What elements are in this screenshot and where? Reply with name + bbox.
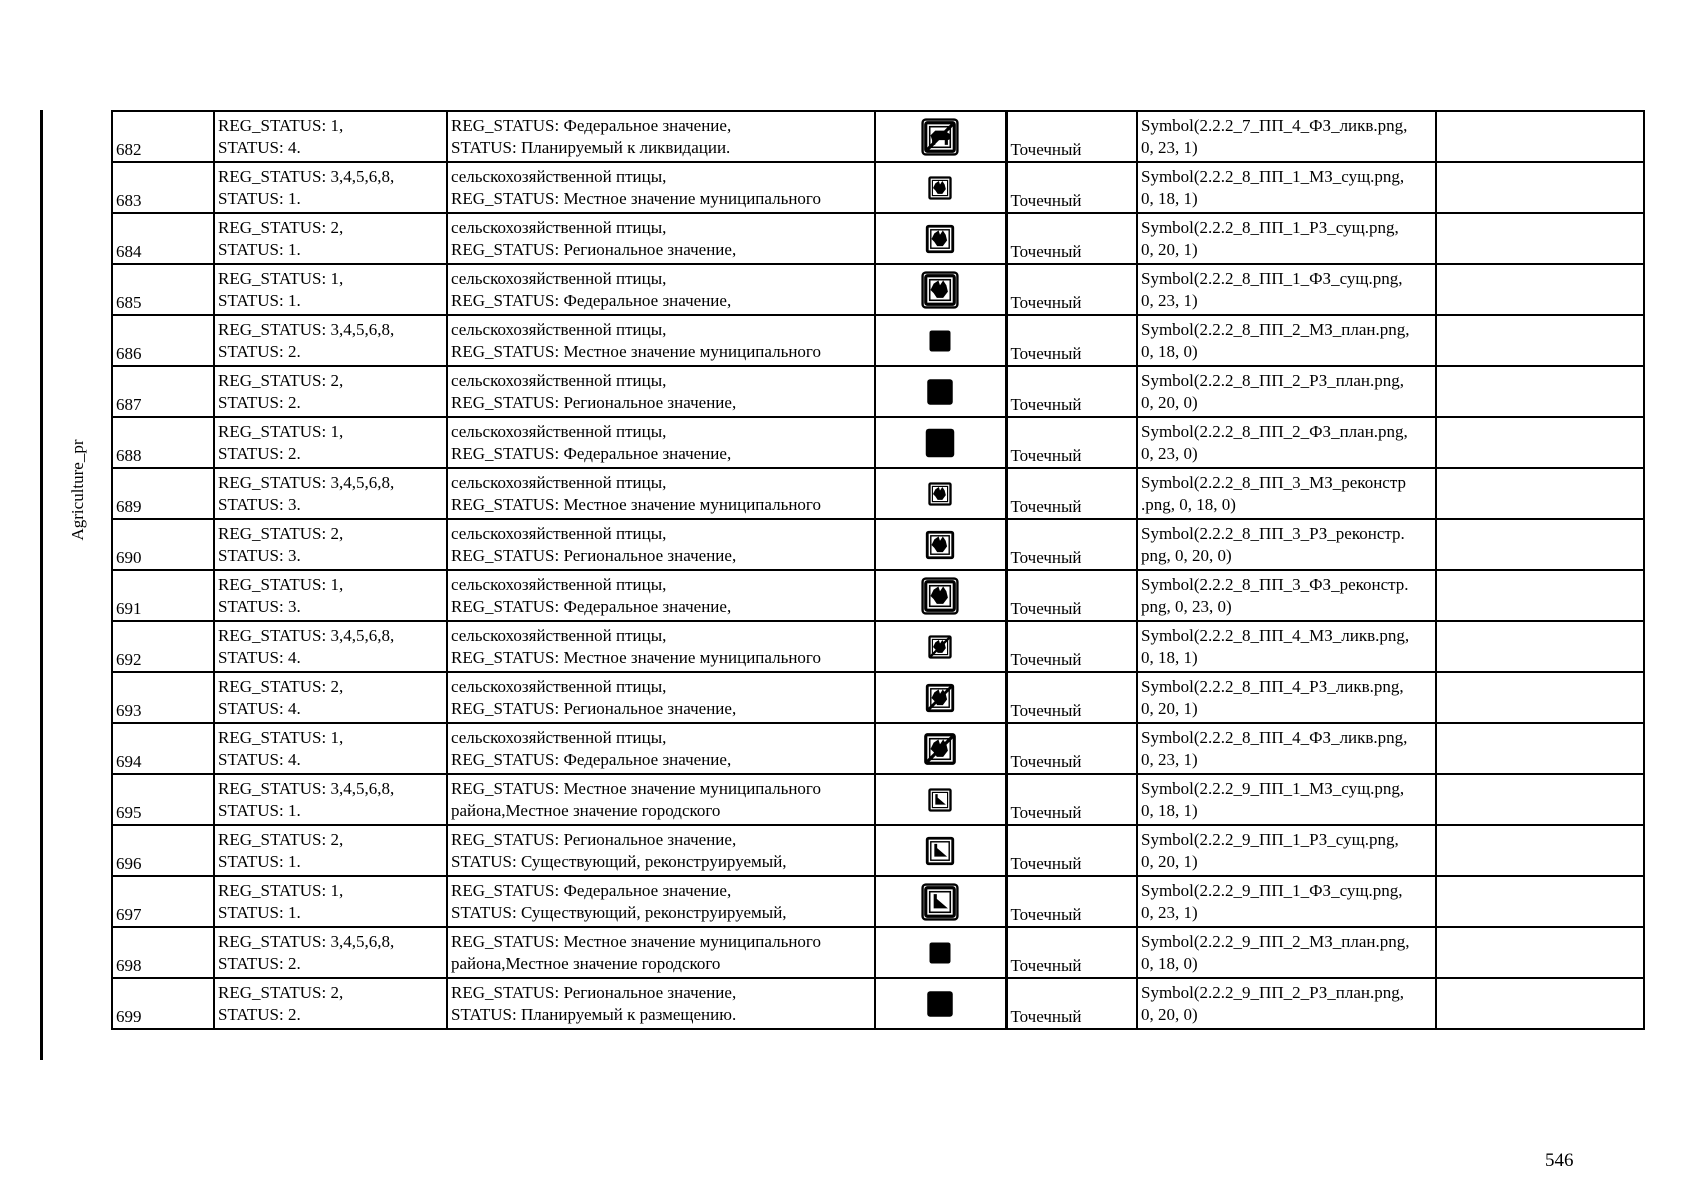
status-code-cell-line: STATUS: 2.	[218, 953, 301, 973]
status-code-cell-line: REG_STATUS: 3,4,5,6,8,	[218, 472, 395, 492]
symbol-spec-cell	[1137, 927, 1436, 978]
table-row	[112, 876, 1644, 927]
symbol-spec-cell	[1137, 111, 1436, 162]
poultry-local-existing-icon	[926, 174, 954, 202]
empty-cell	[1436, 825, 1644, 876]
empty-cell	[1436, 366, 1644, 417]
geometry-type-cell: Точечный	[1006, 621, 1137, 672]
empty-cell	[1436, 315, 1644, 366]
status-code-cell	[214, 315, 447, 366]
symbol-spec-cell	[1137, 723, 1436, 774]
empty-cell	[1436, 672, 1644, 723]
symbol-spec-cell	[1137, 825, 1436, 876]
symbol-spec-cell-line: 0, 18, 1)	[1141, 188, 1198, 208]
poultry-regional-planned-icon	[923, 375, 957, 409]
status-code-cell-line: REG_STATUS: 2,	[218, 982, 344, 1002]
status-code-cell	[214, 366, 447, 417]
description-cell-line: сельскохозяйственной птицы,	[451, 523, 667, 543]
status-code-cell	[214, 978, 447, 1029]
symbol-spec-cell-line: 0, 18, 0)	[1141, 953, 1198, 973]
description-cell-line: сельскохозяйственной птицы,	[451, 727, 667, 747]
table-row	[112, 366, 1644, 417]
description-cell-line: REG_STATUS: Федеральное значение,	[451, 880, 732, 900]
status-code-cell	[214, 927, 447, 978]
geometry-type-cell: Точечный	[1006, 366, 1137, 417]
description-cell-line: сельскохозяйственной птицы,	[451, 421, 667, 441]
geometry-type-cell: Точечный	[1006, 978, 1137, 1029]
status-code-cell-line: REG_STATUS: 1,	[218, 268, 344, 288]
symbol-spec-cell-line: Symbol(2.2.2_8_ПП_1_ФЗ_сущ.png,	[1141, 268, 1403, 288]
symbol-cell	[875, 315, 1006, 366]
description-cell-line: REG_STATUS: Местное значение муниципального	[451, 778, 821, 798]
row-number-cell: 683	[112, 162, 214, 213]
description-cell-line: REG_STATUS: Региональное значение,	[451, 982, 737, 1002]
status-code-cell	[214, 162, 447, 213]
description-cell-line: сельскохозяйственной птицы,	[451, 166, 667, 186]
status-code-cell-line: REG_STATUS: 1,	[218, 880, 344, 900]
row-number-cell: 685	[112, 264, 214, 315]
status-code-cell	[214, 213, 447, 264]
livestock-federal-liquidation-icon	[921, 118, 959, 156]
empty-cell	[1436, 162, 1644, 213]
symbol-spec-cell	[1137, 876, 1436, 927]
description-cell-line: REG_STATUS: Федеральное значение,	[451, 290, 732, 310]
description-cell-line: REG_STATUS: Местное значение муниципального	[451, 341, 821, 361]
description-cell-line: REG_STATUS: Региональное значение,	[451, 392, 737, 412]
description-cell-line: района,Местное значение городского	[451, 953, 721, 973]
description-cell	[447, 774, 875, 825]
empty-cell	[1436, 723, 1644, 774]
row-number-cell: 697	[112, 876, 214, 927]
row-number-cell: 692	[112, 621, 214, 672]
table-row	[112, 315, 1644, 366]
poultry-regional-existing-icon	[923, 222, 957, 256]
symbol-spec-cell-line: 0, 20, 0)	[1141, 392, 1198, 412]
status-code-cell-line: REG_STATUS: 2,	[218, 829, 344, 849]
status-code-cell-line: REG_STATUS: 3,4,5,6,8,	[218, 319, 395, 339]
facility-regional-existing-icon	[923, 834, 957, 868]
table-row	[112, 927, 1644, 978]
symbol-spec-cell	[1137, 417, 1436, 468]
status-code-cell	[214, 774, 447, 825]
status-code-cell-line: STATUS: 1.	[218, 239, 301, 259]
left-margin-rule	[40, 110, 43, 1060]
empty-cell	[1436, 621, 1644, 672]
symbol-spec-cell-line: 0, 18, 1)	[1141, 647, 1198, 667]
description-cell	[447, 315, 875, 366]
description-cell-line: сельскохозяйственной птицы,	[451, 625, 667, 645]
symbol-spec-cell-line: 0, 20, 1)	[1141, 851, 1198, 871]
symbol-spec-cell-line: Symbol(2.2.2_8_ПП_4_ФЗ_ликв.png,	[1141, 727, 1408, 747]
row-number-cell: 698	[112, 927, 214, 978]
row-number-cell: 687	[112, 366, 214, 417]
empty-cell	[1436, 978, 1644, 1029]
symbol-spec-cell-line: .png, 0, 18, 0)	[1141, 494, 1236, 514]
empty-cell	[1436, 417, 1644, 468]
status-code-cell	[214, 417, 447, 468]
symbol-spec-cell-line: Symbol(2.2.2_8_ПП_3_МЗ_реконстр	[1141, 472, 1406, 492]
symbol-cell	[875, 621, 1006, 672]
symbol-spec-cell-line: 0, 23, 1)	[1141, 902, 1198, 922]
poultry-regional-liquidation-icon	[923, 681, 957, 715]
empty-cell	[1436, 876, 1644, 927]
description-cell	[447, 672, 875, 723]
geometry-type-cell: Точечный	[1006, 468, 1137, 519]
table-row	[112, 723, 1644, 774]
symbol-spec-cell	[1137, 519, 1436, 570]
status-code-cell-line: REG_STATUS: 3,4,5,6,8,	[218, 166, 395, 186]
status-code-cell-line: REG_STATUS: 2,	[218, 523, 344, 543]
symbol-table	[111, 110, 1645, 1030]
row-number-cell: 699	[112, 978, 214, 1029]
symbol-spec-cell-line: 0, 20, 1)	[1141, 698, 1198, 718]
poultry-federal-liquidation-icon	[921, 730, 959, 768]
symbol-spec-cell	[1137, 315, 1436, 366]
table-row	[112, 162, 1644, 213]
geometry-type-cell: Точечный	[1006, 315, 1137, 366]
description-cell	[447, 570, 875, 621]
status-code-cell-line: STATUS: 2.	[218, 443, 301, 463]
symbol-spec-cell-line: 0, 23, 1)	[1141, 749, 1198, 769]
row-number-cell: 691	[112, 570, 214, 621]
description-cell	[447, 927, 875, 978]
symbol-spec-cell-line: 0, 23, 1)	[1141, 290, 1198, 310]
symbol-spec-cell-line: Symbol(2.2.2_8_ПП_4_МЗ_ликв.png,	[1141, 625, 1410, 645]
page-number: 546	[1545, 1150, 1574, 1171]
description-cell-line: сельскохозяйственной птицы,	[451, 472, 667, 492]
description-cell	[447, 162, 875, 213]
row-number-cell: 686	[112, 315, 214, 366]
status-code-cell-line: REG_STATUS: 2,	[218, 676, 344, 696]
symbol-spec-cell	[1137, 213, 1436, 264]
symbol-spec-cell	[1137, 264, 1436, 315]
status-code-cell	[214, 672, 447, 723]
facility-regional-planned-icon	[923, 987, 957, 1021]
empty-cell	[1436, 519, 1644, 570]
table-row	[112, 417, 1644, 468]
description-cell	[447, 621, 875, 672]
status-code-cell	[214, 570, 447, 621]
symbol-spec-cell	[1137, 978, 1436, 1029]
empty-cell	[1436, 927, 1644, 978]
row-number-cell: 684	[112, 213, 214, 264]
symbol-spec-cell-line: Symbol(2.2.2_9_ПП_2_РЗ_план.png,	[1141, 982, 1405, 1002]
description-cell	[447, 519, 875, 570]
status-code-cell-line: REG_STATUS: 1,	[218, 421, 344, 441]
status-code-cell-line: STATUS: 4.	[218, 137, 301, 157]
symbol-cell	[875, 264, 1006, 315]
symbol-spec-cell-line: Symbol(2.2.2_9_ПП_1_МЗ_сущ.png,	[1141, 778, 1405, 798]
table-row	[112, 978, 1644, 1029]
symbol-spec-cell-line: 0, 20, 0)	[1141, 1004, 1198, 1024]
empty-cell	[1436, 468, 1644, 519]
status-code-cell-line: STATUS: 1.	[218, 851, 301, 871]
symbol-spec-cell-line: 0, 20, 1)	[1141, 239, 1198, 259]
status-code-cell-line: STATUS: 1.	[218, 290, 301, 310]
status-code-cell-line: STATUS: 2.	[218, 341, 301, 361]
symbol-spec-cell	[1137, 774, 1436, 825]
status-code-cell-line: REG_STATUS: 3,4,5,6,8,	[218, 625, 395, 645]
description-cell	[447, 723, 875, 774]
symbol-cell	[875, 366, 1006, 417]
symbol-spec-cell-line: png, 0, 20, 0)	[1141, 545, 1232, 565]
symbol-cell	[875, 111, 1006, 162]
description-cell	[447, 366, 875, 417]
description-cell-line: района,Местное значение городского	[451, 800, 721, 820]
symbol-cell	[875, 162, 1006, 213]
geometry-type-cell: Точечный	[1006, 876, 1137, 927]
status-code-cell	[214, 519, 447, 570]
description-cell-line: REG_STATUS: Местное значение муниципального	[451, 647, 821, 667]
row-number-cell: 695	[112, 774, 214, 825]
status-code-cell-line: REG_STATUS: 2,	[218, 370, 344, 390]
symbol-spec-cell-line: png, 0, 23, 0)	[1141, 596, 1232, 616]
table-row	[112, 672, 1644, 723]
empty-cell	[1436, 213, 1644, 264]
symbol-spec-cell-line: Symbol(2.2.2_8_ПП_4_РЗ_ликв.png,	[1141, 676, 1404, 696]
symbol-spec-cell-line: 0, 23, 1)	[1141, 137, 1198, 157]
row-number-cell: 693	[112, 672, 214, 723]
symbol-spec-cell-line: 0, 18, 0)	[1141, 341, 1198, 361]
symbol-cell	[875, 978, 1006, 1029]
table-row	[112, 570, 1644, 621]
symbol-cell	[875, 876, 1006, 927]
symbol-spec-cell-line: 0, 18, 1)	[1141, 800, 1198, 820]
geometry-type-cell: Точечный	[1006, 672, 1137, 723]
row-number-cell: 682	[112, 111, 214, 162]
status-code-cell-line: STATUS: 4.	[218, 749, 301, 769]
table-row	[112, 213, 1644, 264]
description-cell	[447, 264, 875, 315]
status-code-cell-line: STATUS: 3.	[218, 494, 301, 514]
poultry-local-liquidation-icon	[926, 633, 954, 661]
status-code-cell	[214, 264, 447, 315]
symbol-spec-cell-line: Symbol(2.2.2_8_ПП_2_РЗ_план.png,	[1141, 370, 1405, 390]
description-cell-line: STATUS: Существующий, реконструируемый,	[451, 902, 787, 922]
symbol-cell	[875, 723, 1006, 774]
symbol-spec-cell	[1137, 162, 1436, 213]
table-row	[112, 825, 1644, 876]
status-code-cell-line: STATUS: 1.	[218, 902, 301, 922]
table-row	[112, 621, 1644, 672]
symbol-cell	[875, 672, 1006, 723]
table-row	[112, 774, 1644, 825]
facility-federal-existing-icon	[921, 883, 959, 921]
empty-cell	[1436, 570, 1644, 621]
side-label: Agriculture_pr	[68, 439, 87, 541]
description-cell-line: STATUS: Существующий, реконструируемый,	[451, 851, 787, 871]
description-cell-line: REG_STATUS: Местное значение муниципального	[451, 188, 821, 208]
row-number-cell: 694	[112, 723, 214, 774]
description-cell-line: REG_STATUS: Федеральное значение,	[451, 443, 732, 463]
symbol-spec-cell-line: Symbol(2.2.2_7_ПП_4_ФЗ_ликв.png,	[1141, 115, 1408, 135]
geometry-type-cell: Точечный	[1006, 264, 1137, 315]
geometry-type-cell: Точечный	[1006, 417, 1137, 468]
status-code-cell	[214, 825, 447, 876]
status-code-cell-line: REG_STATUS: 1,	[218, 727, 344, 747]
row-number-cell: 689	[112, 468, 214, 519]
status-code-cell	[214, 723, 447, 774]
symbol-cell	[875, 417, 1006, 468]
geometry-type-cell: Точечный	[1006, 927, 1137, 978]
symbol-cell	[875, 570, 1006, 621]
status-code-cell-line: STATUS: 4.	[218, 698, 301, 718]
description-cell-line: STATUS: Планируемый к ликвидации.	[451, 137, 731, 157]
description-cell-line: REG_STATUS: Региональное значение,	[451, 239, 737, 259]
geometry-type-cell: Точечный	[1006, 774, 1137, 825]
symbol-cell	[875, 213, 1006, 264]
status-code-cell-line: REG_STATUS: 1,	[218, 115, 344, 135]
description-cell-line: сельскохозяйственной птицы,	[451, 319, 667, 339]
symbol-spec-cell-line: Symbol(2.2.2_8_ПП_2_МЗ_план.png,	[1141, 319, 1410, 339]
description-cell-line: сельскохозяйственной птицы,	[451, 676, 667, 696]
row-number-cell: 696	[112, 825, 214, 876]
table-row	[112, 468, 1644, 519]
description-cell	[447, 468, 875, 519]
facility-local-existing-icon	[926, 786, 954, 814]
symbol-cell	[875, 468, 1006, 519]
symbol-cell	[875, 774, 1006, 825]
description-cell-line: REG_STATUS: Федеральное значение,	[451, 115, 732, 135]
poultry-federal-existing-icon	[921, 271, 959, 309]
geometry-type-cell: Точечный	[1006, 570, 1137, 621]
symbol-spec-cell-line: Symbol(2.2.2_8_ПП_2_ФЗ_план.png,	[1141, 421, 1408, 441]
status-code-cell-line: REG_STATUS: 3,4,5,6,8,	[218, 778, 395, 798]
description-cell-line: REG_STATUS: Федеральное значение,	[451, 749, 732, 769]
symbol-spec-cell-line: Symbol(2.2.2_9_ПП_1_РЗ_сущ.png,	[1141, 829, 1399, 849]
description-cell	[447, 978, 875, 1029]
status-code-cell-line: STATUS: 1.	[218, 800, 301, 820]
table-row	[112, 264, 1644, 315]
empty-cell	[1436, 774, 1644, 825]
status-code-cell-line: STATUS: 1.	[218, 188, 301, 208]
empty-cell	[1436, 111, 1644, 162]
symbol-cell	[875, 519, 1006, 570]
row-number-cell: 688	[112, 417, 214, 468]
description-cell	[447, 825, 875, 876]
symbol-cell	[875, 927, 1006, 978]
status-code-cell	[214, 468, 447, 519]
poultry-regional-reconstruction-icon	[923, 528, 957, 562]
symbol-cell	[875, 825, 1006, 876]
poultry-local-reconstruction-icon	[926, 480, 954, 508]
table-row	[112, 519, 1644, 570]
status-code-cell-line: STATUS: 2.	[218, 1004, 301, 1024]
symbol-spec-cell-line: 0, 23, 0)	[1141, 443, 1198, 463]
facility-local-planned-icon	[926, 939, 954, 967]
description-cell	[447, 111, 875, 162]
status-code-cell-line: STATUS: 3.	[218, 596, 301, 616]
symbol-spec-cell	[1137, 366, 1436, 417]
symbol-spec-cell	[1137, 570, 1436, 621]
symbol-spec-cell-line: Symbol(2.2.2_8_ПП_1_МЗ_сущ.png,	[1141, 166, 1405, 186]
status-code-cell-line: REG_STATUS: 3,4,5,6,8,	[218, 931, 395, 951]
symbol-spec-cell-line: Symbol(2.2.2_9_ПП_2_МЗ_план.png,	[1141, 931, 1410, 951]
status-code-cell	[214, 111, 447, 162]
description-cell-line: REG_STATUS: Местное значение муниципального	[451, 931, 821, 951]
status-code-cell	[214, 621, 447, 672]
status-code-cell-line: STATUS: 3.	[218, 545, 301, 565]
empty-cell	[1436, 264, 1644, 315]
description-cell-line: REG_STATUS: Региональное значение,	[451, 829, 737, 849]
description-cell	[447, 876, 875, 927]
description-cell	[447, 417, 875, 468]
description-cell-line: сельскохозяйственной птицы,	[451, 370, 667, 390]
symbol-spec-cell-line: Symbol(2.2.2_8_ПП_1_РЗ_сущ.png,	[1141, 217, 1399, 237]
description-cell-line: сельскохозяйственной птицы,	[451, 217, 667, 237]
status-code-cell-line: STATUS: 2.	[218, 392, 301, 412]
row-number-cell: 690	[112, 519, 214, 570]
description-cell-line: сельскохозяйственной птицы,	[451, 574, 667, 594]
description-cell	[447, 213, 875, 264]
status-code-cell	[214, 876, 447, 927]
table-row	[112, 111, 1644, 162]
description-cell-line: REG_STATUS: Федеральное значение,	[451, 596, 732, 616]
description-cell-line: STATUS: Планируемый к размещению.	[451, 1004, 737, 1024]
description-cell-line: REG_STATUS: Местное значение муниципального	[451, 494, 821, 514]
poultry-local-planned-icon	[926, 327, 954, 355]
symbol-spec-cell-line: Symbol(2.2.2_9_ПП_1_ФЗ_сущ.png,	[1141, 880, 1403, 900]
description-cell-line: сельскохозяйственной птицы,	[451, 268, 667, 288]
status-code-cell-line: STATUS: 4.	[218, 647, 301, 667]
poultry-federal-planned-icon	[921, 424, 959, 462]
symbol-spec-cell	[1137, 672, 1436, 723]
symbol-spec-cell-line: Symbol(2.2.2_8_ПП_3_РЗ_реконстр.	[1141, 523, 1405, 543]
description-cell-line: REG_STATUS: Региональное значение,	[451, 545, 737, 565]
symbol-spec-cell	[1137, 621, 1436, 672]
geometry-type-cell: Точечный	[1006, 111, 1137, 162]
symbol-spec-cell	[1137, 468, 1436, 519]
geometry-type-cell: Точечный	[1006, 162, 1137, 213]
geometry-type-cell: Точечный	[1006, 825, 1137, 876]
geometry-type-cell: Точечный	[1006, 519, 1137, 570]
symbol-spec-cell-line: Symbol(2.2.2_8_ПП_3_ФЗ_реконстр.	[1141, 574, 1409, 594]
geometry-type-cell: Точечный	[1006, 213, 1137, 264]
geometry-type-cell: Точечный	[1006, 723, 1137, 774]
description-cell-line: REG_STATUS: Региональное значение,	[451, 698, 737, 718]
poultry-federal-reconstruction-icon	[921, 577, 959, 615]
status-code-cell-line: REG_STATUS: 2,	[218, 217, 344, 237]
status-code-cell-line: REG_STATUS: 1,	[218, 574, 344, 594]
